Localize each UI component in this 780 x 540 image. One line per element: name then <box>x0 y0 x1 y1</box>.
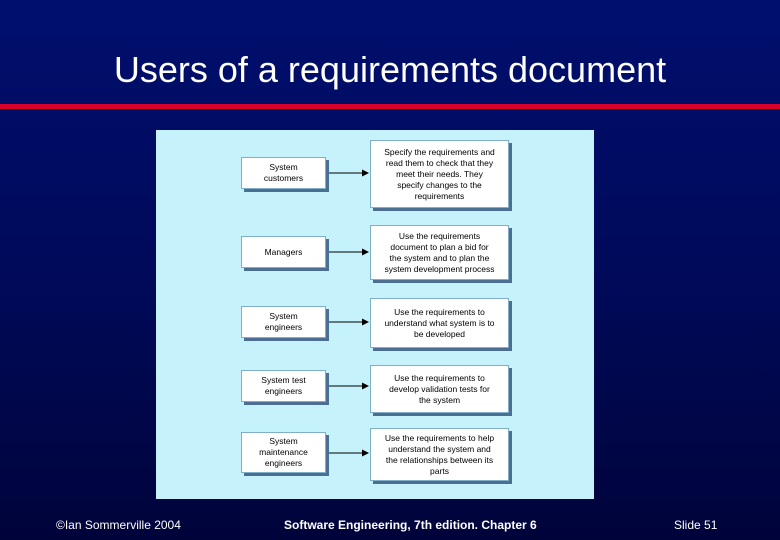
role-label: Use the requirements to develop validation tests for the system <box>389 372 490 405</box>
title-divider <box>0 104 780 109</box>
role-box-managers <box>370 225 509 280</box>
slide-number: Slide 51 <box>674 518 718 532</box>
user-label: System maintenance engineers <box>259 436 308 468</box>
book-footer: Software Engineering, 7th edition. Chapter 6 <box>284 518 537 532</box>
user-label: Managers <box>264 246 303 257</box>
role-box-system-engineers <box>370 298 509 348</box>
user-box-managers <box>241 236 326 268</box>
requirements-users-diagram <box>156 130 594 499</box>
role-label: Use the requirements document to plan a bid for the system and to plan the system development process <box>384 230 495 274</box>
user-box-customers <box>241 157 326 189</box>
user-box-test-engineers <box>241 370 326 402</box>
role-box-test-engineers <box>370 365 509 413</box>
user-label: System customers <box>263 162 304 183</box>
role-label: Use the requirements to help understand the system and the relationships between its parts <box>384 432 495 476</box>
role-box-customers <box>370 140 509 208</box>
slide-title: Users of a requirements document <box>113 49 667 90</box>
user-label: System test engineers <box>261 375 306 396</box>
copyright-footer: ©Ian Sommerville 2004 <box>56 518 181 532</box>
user-box-maintenance-engineers <box>241 432 326 473</box>
user-label: System engineers <box>264 311 303 332</box>
user-box-system-engineers <box>241 306 326 338</box>
role-box-maintenance-engineers <box>370 428 509 481</box>
role-label: Specify the requirements and read them to check that they meet their needs. They specify changes to the requirements <box>384 146 495 201</box>
role-label: Use the requirements to understand what system is to be developed <box>384 306 495 339</box>
